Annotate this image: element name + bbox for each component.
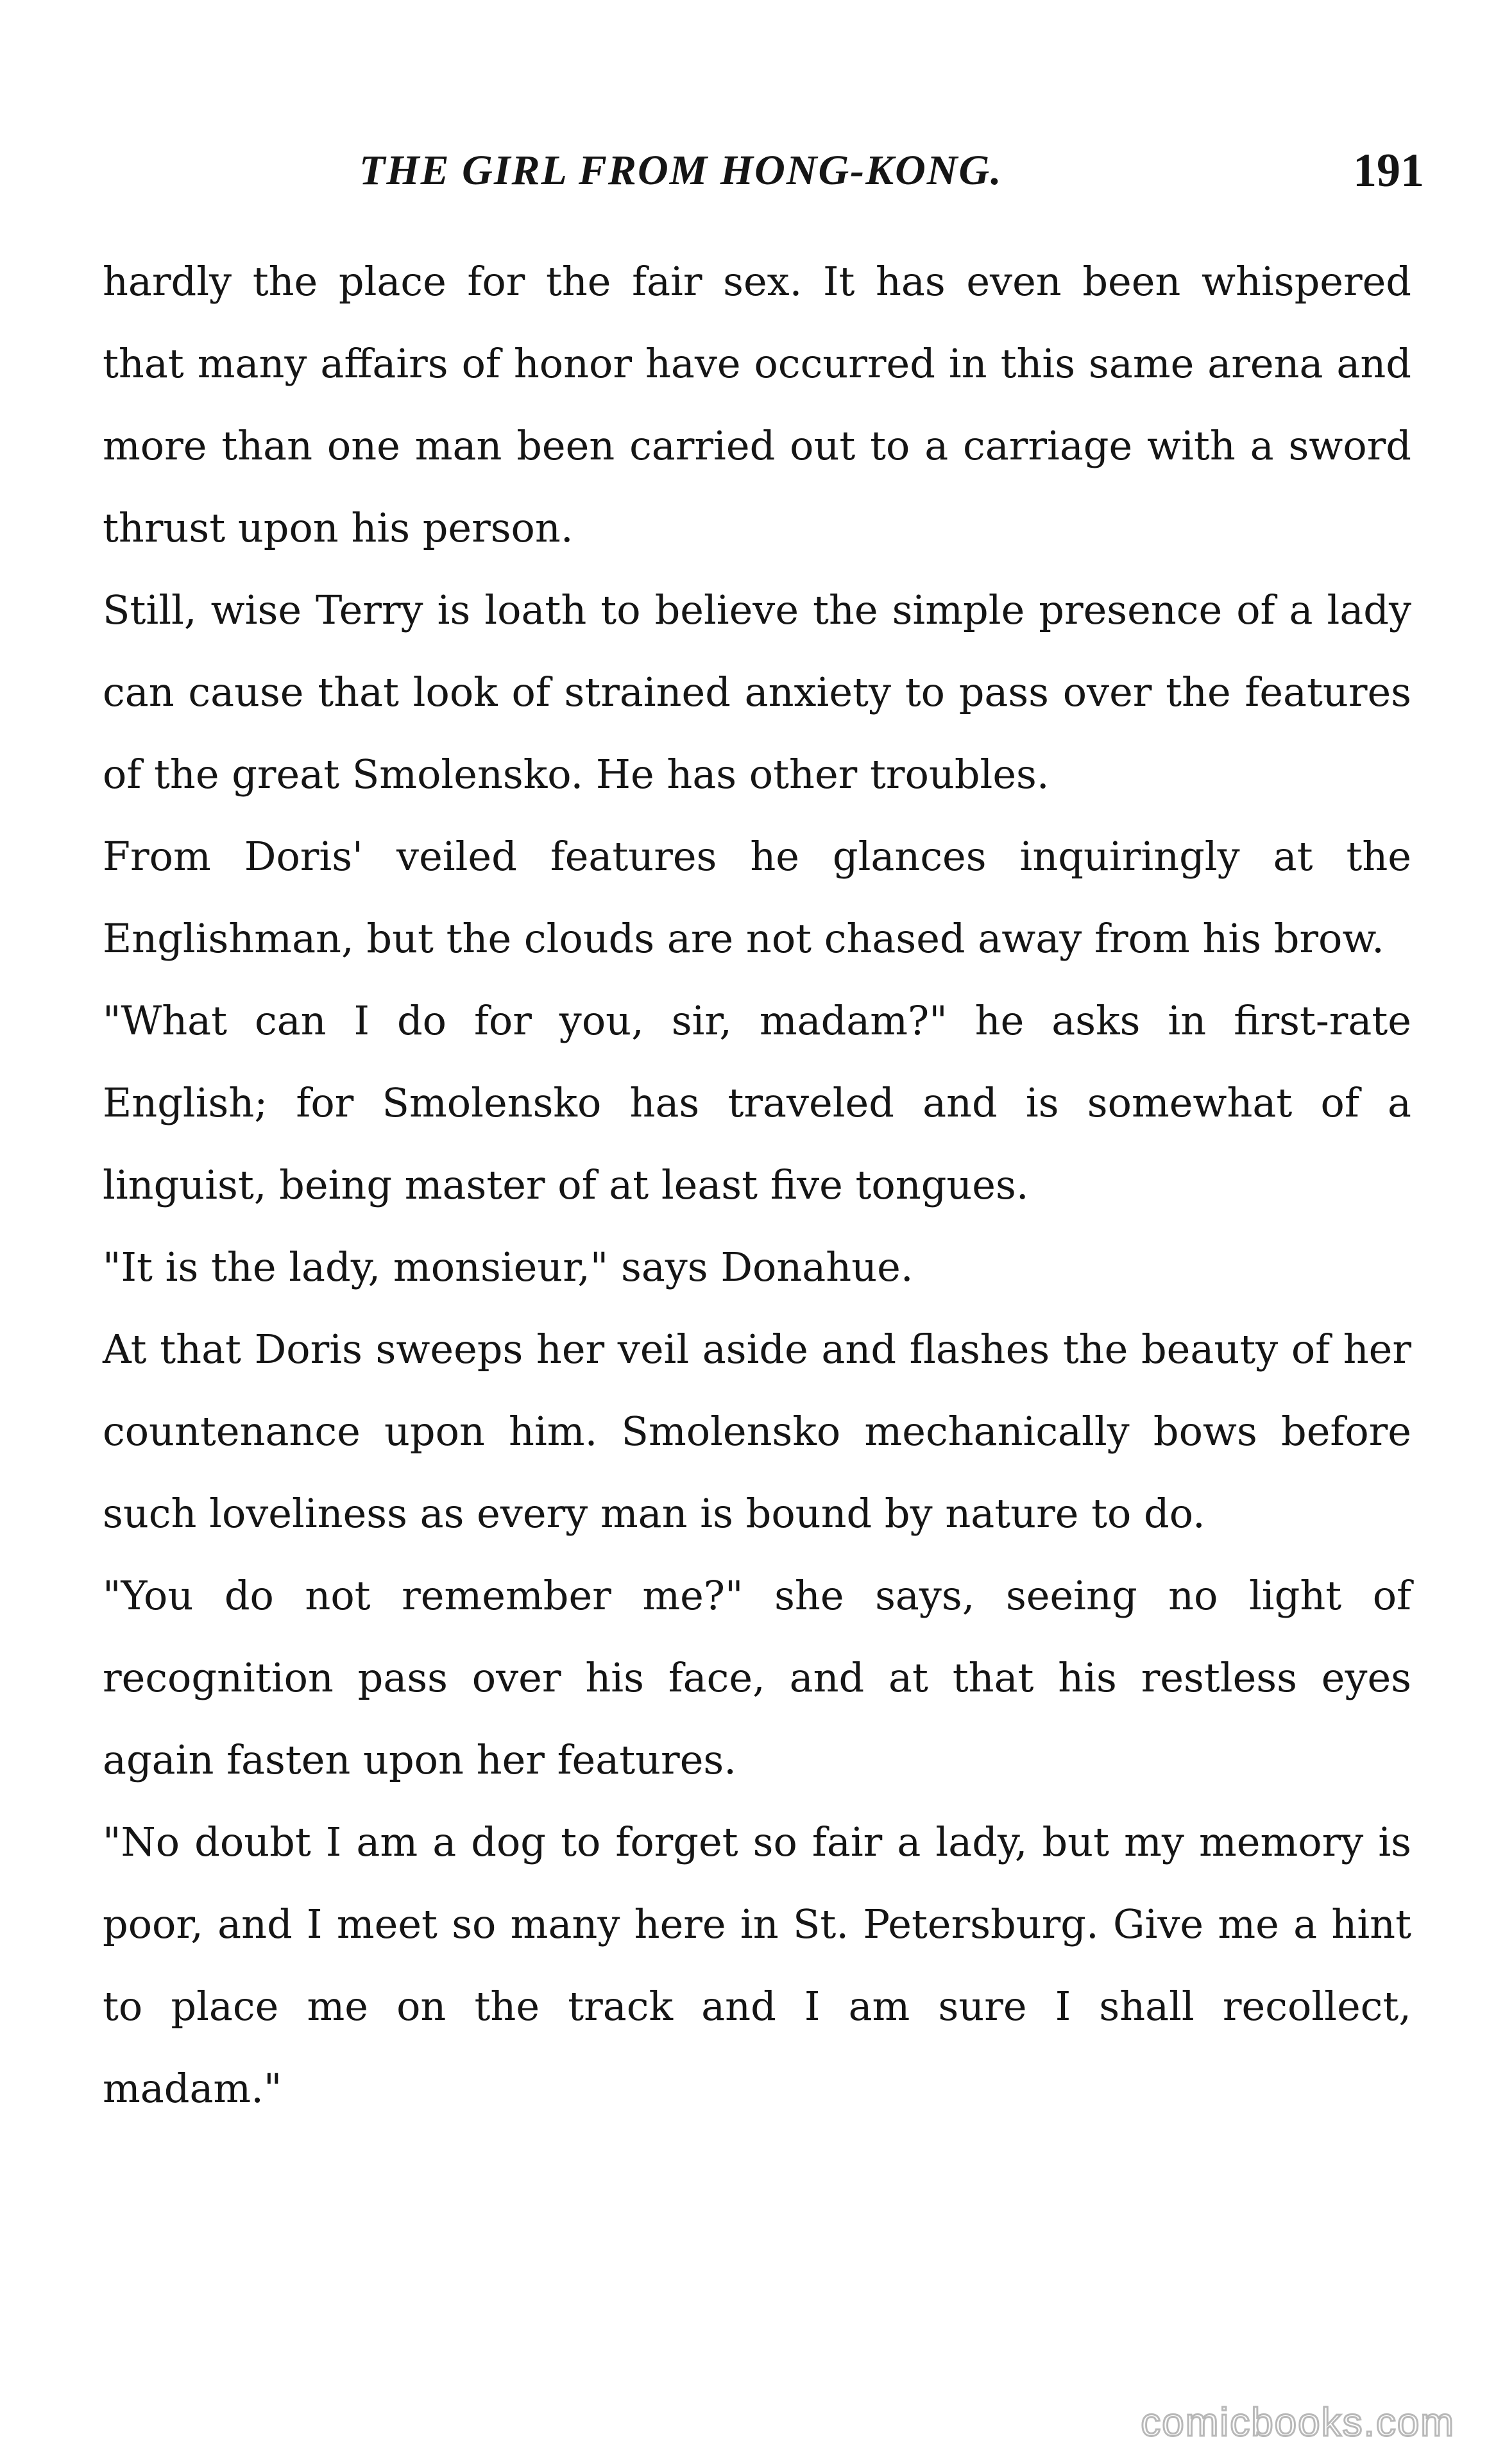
paragraph-2: Still, wise Terry is loath to believe the simple presence of a lady can cause that look of strained anxiety to pass over the features of the great Smolensko. He has other troubles. xyxy=(103,586,1411,798)
paragraph-5: "It is the lady, monsieur," says Donahue. xyxy=(103,1244,914,1290)
body-text xyxy=(103,241,1411,2130)
running-head xyxy=(359,135,1424,205)
running-title: THE GIRL FROM HONG-KONG. xyxy=(359,147,1003,194)
paragraph-8: "No doubt I am a dog to forget so fair a lady, but my memory is poor, and I meet so many here in St. Petersburg. Give me a hint to place me on the track and I am sure I shall recollect, madam." xyxy=(103,1818,1411,2112)
page-number: 191 xyxy=(1353,144,1424,197)
paragraph-3: From Doris' veiled features he glances inquiringly at the Englishman, but the clouds are not chased away from his brow. xyxy=(103,833,1411,962)
paragraph-7: "You do not remember me?" she says, seeing no light of recognition pass over his face, and at that his restless eyes again fasten upon her features. xyxy=(103,1572,1411,1783)
watermark: comicbooks.com xyxy=(1141,2400,1455,2445)
paragraph-4: "What can I do for you, sir, madam?" he asks in first-rate English; for Smolensko has traveled and is somewhat of a linguist, being master of at least five tongues. xyxy=(103,997,1411,1208)
paragraph-6: At that Doris sweeps her veil aside and flashes the beauty of her countenance upon him. Smolensko mechanically bows before such loveliness as every man is bound by nature to do. xyxy=(103,1326,1411,1537)
paragraph-1: hardly the place for the fair sex. It has even been whispered that many affairs of honor have occurred in this same arena and more than one man been carried out to a carriage with a sword thrust upon his person. xyxy=(103,258,1411,551)
